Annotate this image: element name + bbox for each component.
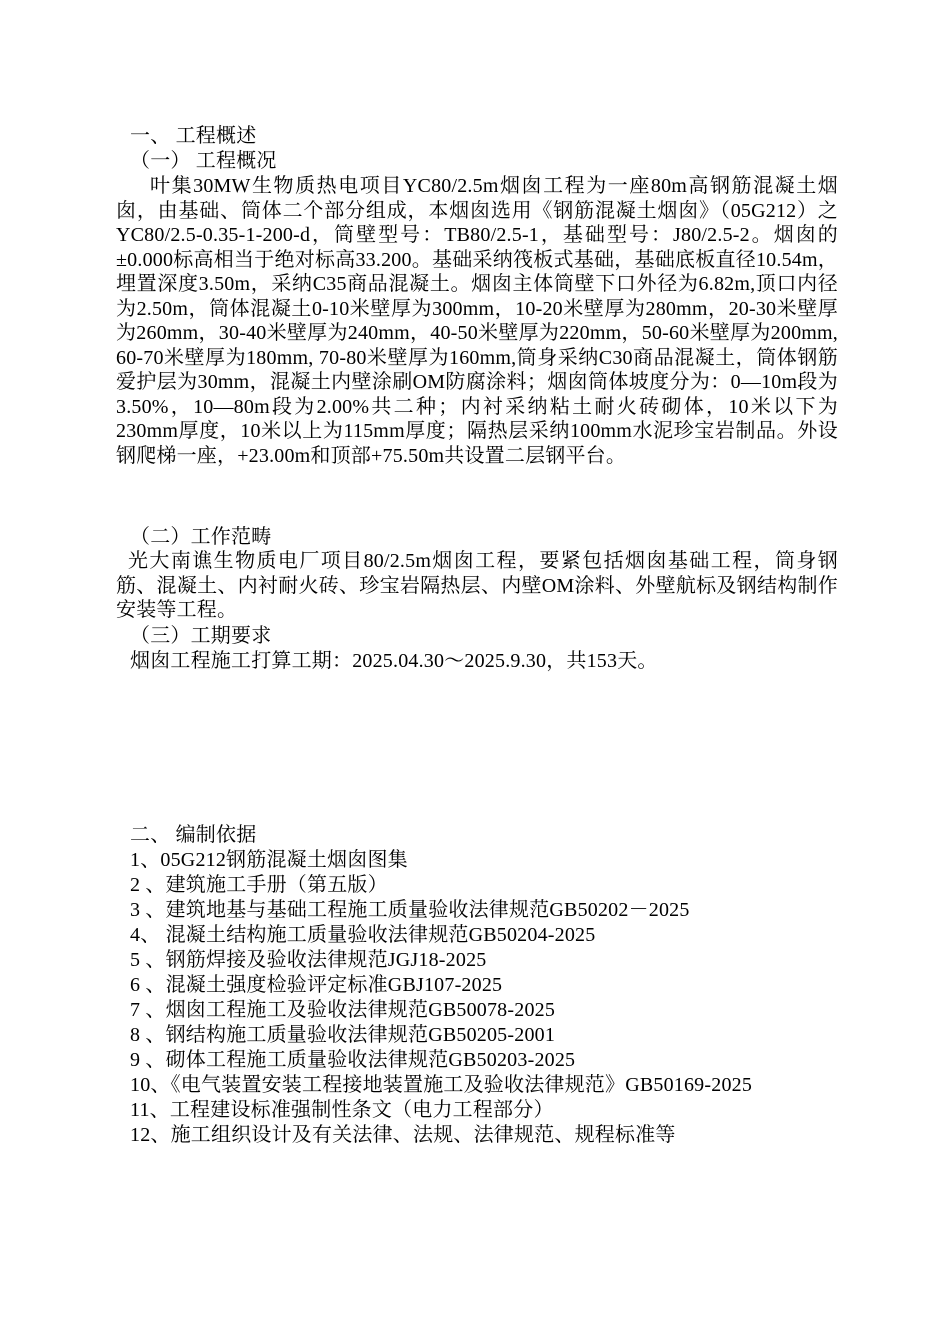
list-item: 10、《电气装置安装工程接地装置施工及验收法律规范》GB50169-2025 — [130, 1074, 753, 1096]
project-overview-paragraph: 叶集30MW生物质热电项目YC80/2.5m烟囱工程为一座80m高钢筋混凝土烟囱，由基础、筒体二个部分组成，本烟囱选用《钢筋混凝土烟囱》（05G212）之YC80/2.5-0.35-1-200-d，筒壁型号：TB80/2.5-1，基础型号：J80/2.5-2。烟囱的±0.000标高相当于绝对标高33.200。基础采纳筏板式基础，基础底板直径10.54m，埋置深度3.50m，采纳C35商品混凝土。烟囱主体筒壁下口外径为6.82m,顶口内径为2.50m，筒体混凝土0-10米壁厚为300mm，10-20米壁厚为280mm，20-30米壁厚为260mm，30-40米壁厚为240mm，40-50米壁厚为220mm，50-60米壁厚为200mm, 60-70米壁厚为180mm, 70-80米壁厚为160mm,筒身采纳C30商品混凝土，筒体钢筋爱护层为30mm，混凝土内壁涂刷OM防腐涂料；烟囱筒体坡度分为：0—10m段为3.50%，10—80m段为2.00%共二种；内衬采纳粘土耐火砖砌体，10米以下为230mm厚度，10米以上为115mm厚度；隔热层采纳100mm水泥珍宝岩制品。外设钢爬梯一座，+23.00m和顶部+75.50m共设置二层钢平台。 — [116, 175, 838, 467]
section-1-heading: 一、 工程概述 — [130, 125, 257, 147]
work-scope-paragraph: 光大南谯生物质电厂项目80/2.5m烟囱工程，要紧包括烟囱基础工程，筒身钢筋、混凝土、内衬耐火砖、珍宝岩隔热层、内壁OM涂料、外壁航标及钢结构制作安装等工程。 — [116, 550, 838, 621]
list-item: 6 、混凝土强度检验评定标准GBJ107-2025 — [130, 974, 503, 996]
schedule-paragraph: 烟囱工程施工打算工期：2025.04.30～2025.9.30，共153天。 — [130, 650, 658, 672]
list-item: 8 、钢结构施工质量验收法律规范GB50205-2001 — [130, 1024, 556, 1046]
list-item: 4、 混凝土结构施工质量验收法律规范GB50204-2025 — [130, 924, 596, 946]
list-item: 9 、砌体工程施工质量验收法律规范GB50203-2025 — [130, 1049, 576, 1071]
list-item: 11、工程建设标准强制性条文（电力工程部分） — [130, 1099, 554, 1121]
list-item: 1、05G212钢筋混凝土烟囱图集 — [130, 849, 408, 871]
list-item: 7 、烟囱工程施工及验收法律规范GB50078-2025 — [130, 999, 556, 1021]
subsection-3-heading: （三）工期要求 — [130, 625, 272, 647]
subsection-1-heading: （一） 工程概况 — [130, 150, 277, 172]
section-2-heading: 二、 编制依据 — [130, 824, 257, 846]
list-item: 12、施工组织设计及有关法律、法规、法律规范、规程标准等 — [130, 1124, 676, 1146]
list-item: 5 、钢筋焊接及验收法律规范JGJ18-2025 — [130, 949, 487, 971]
list-item: 3 、建筑地基与基础工程施工质量验收法律规范GB50202－2025 — [130, 899, 690, 921]
subsection-2-heading: （二）工作范畴 — [130, 526, 272, 548]
list-item: 2 、建筑施工手册（第五版） — [130, 874, 388, 896]
